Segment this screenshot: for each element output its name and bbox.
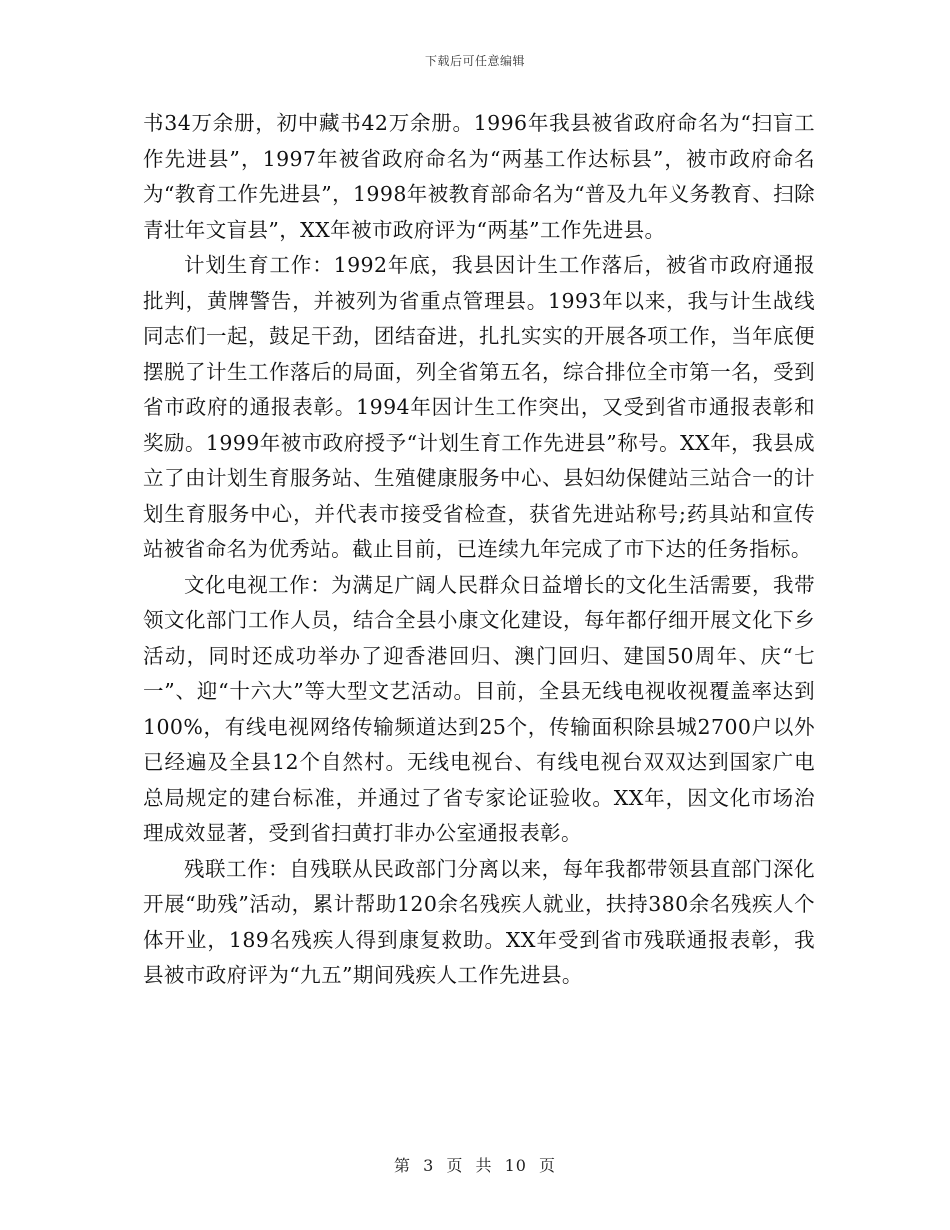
footer-page-number: 3 (423, 1156, 435, 1175)
footer-di: 第 (393, 1156, 411, 1175)
paragraph-disabled-federation: 残联工作：自残联从民政部门分离以来，每年我都带领县直部门深化开展“助残”活动，累计帮助120余名残疾人就业，扶持380余名残疾人个体开业，189名残疾人得到康复救助。XX年受到省市残联通报表彰，我县被市政府评为“九五”期间残疾人工作先进县。 (143, 856, 815, 987)
header-note: 下载后可任意编辑 (424, 54, 525, 68)
page-footer (0, 1153, 950, 1176)
footer-gong: 共 (475, 1156, 493, 1175)
footer-total-pages: 10 (504, 1156, 527, 1175)
paragraph-education-continued: 书34万余册，初中藏书42万余册。1996年我县被省政府命名为“扫盲工作先进县”，1997年被省政府命名为“两基工作达标县”，被市政府命名为“教育工作先进县”，1998年被教育部命名为“普及九年义务教育、扫除青壮年文盲县”，XX年被市政府评为“两基”工作先进县。 (143, 111, 815, 242)
paragraph-family-planning: 计划生育工作：1992年底，我县因计生工作落后，被省市政府通报批判，黄牌警告，并被列为省重点管理县。1993年以来，我与计生战线同志们一起，鼓足干劲，团结奋进，扎扎实实的开展各项工作，当年底便摆脱了计生工作落后的局面，列全省第五名，综合排位全市第一名，受到省市政府的通报表彰。1994年因计生工作突出，又受到省市通报表彰和奖励。1999年被市政府授予“计划生育工作先进县”称号。XX年，我县成立了由计划生育服务站、生殖健康服务中心、县妇幼保健站三站合一的计划生育服务中心，并代表市接受省检查，获省先进站称号;药具站和宣传站被省命名为优秀站。截止目前，已连续九年完成了市下达的任务指标。 (143, 253, 815, 561)
footer-ye-end: 页 (539, 1156, 557, 1175)
paragraph-culture-tv: 文化电视工作：为满足广阔人民群众日益增长的文化生活需要，我带领文化部门工作人员，结合全县小康文化建设，每年都仔细开展文化下乡活动，同时还成功举办了迎香港回归、澳门回归、建国50周年、庆“七一”、迎“十六大”等大型文艺活动。目前，全县无线电视收视覆盖率达到100%，有线电视网络传输频道达到25个，传输面积除县城2700户以外已经遍及全县12个自然村。无线电视台、有线电视台双双达到国家广电总局规定的建台标准，并通过了省专家论证验收。XX年，因文化市场治理成效显著，受到省扫黄打非办公室通报表彰。 (143, 572, 815, 845)
footer-ye: 页 (446, 1156, 464, 1175)
document-body (143, 106, 815, 994)
